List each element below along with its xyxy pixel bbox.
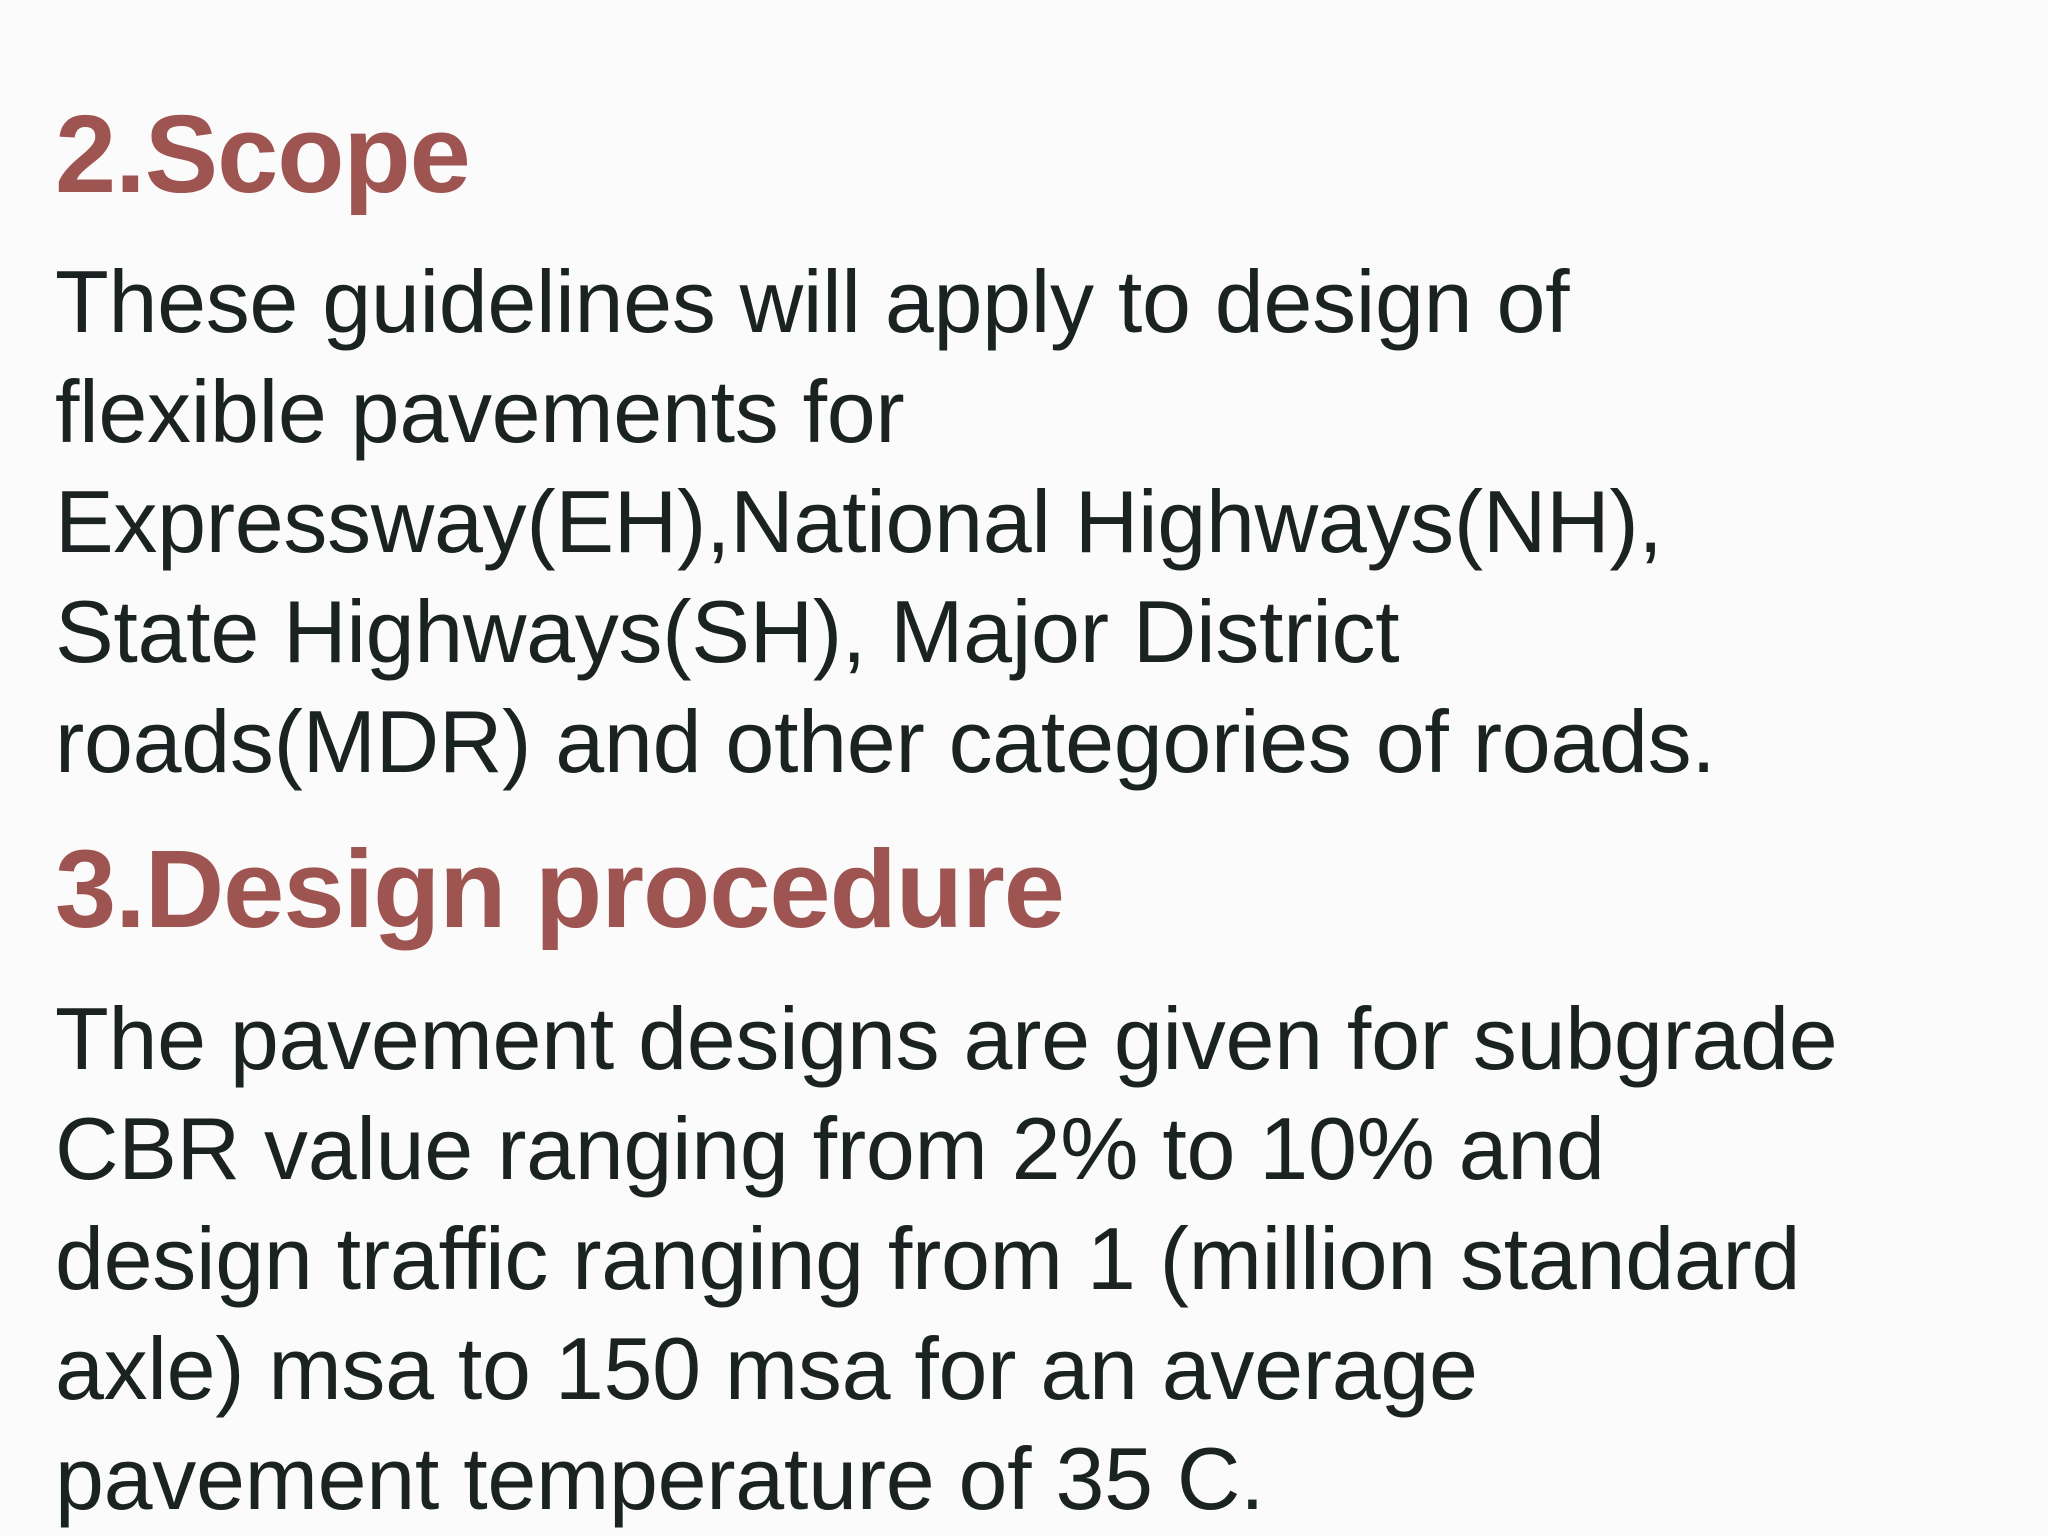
section-heading-design-procedure: 3.Design procedure — [55, 828, 1064, 951]
section-heading-scope: 2.Scope — [55, 93, 470, 216]
paragraph-line: design traffic ranging from 1 (million standard — [55, 1209, 1801, 1308]
paragraph-line: State Highways(SH), Major District — [55, 582, 1400, 681]
paragraph-line: These guidelines will apply to design of — [55, 252, 1570, 351]
design-procedure-paragraph — [55, 984, 1837, 1534]
paragraph-line: Expressway(EH),National Highways(NH), — [55, 472, 1663, 571]
paragraph-line: axle) msa to 150 msa for an average — [55, 1319, 1478, 1418]
paragraph-line: The pavement designs are given for subgrade — [55, 989, 1838, 1088]
scope-paragraph — [55, 247, 1715, 797]
paragraph-line: flexible pavements for — [55, 362, 905, 461]
paragraph-line: pavement temperature of 35 C. — [55, 1429, 1265, 1528]
paragraph-line: roads(MDR) and other categories of roads. — [55, 692, 1716, 791]
paragraph-line: CBR value ranging from 2% to 10% and — [55, 1099, 1605, 1198]
